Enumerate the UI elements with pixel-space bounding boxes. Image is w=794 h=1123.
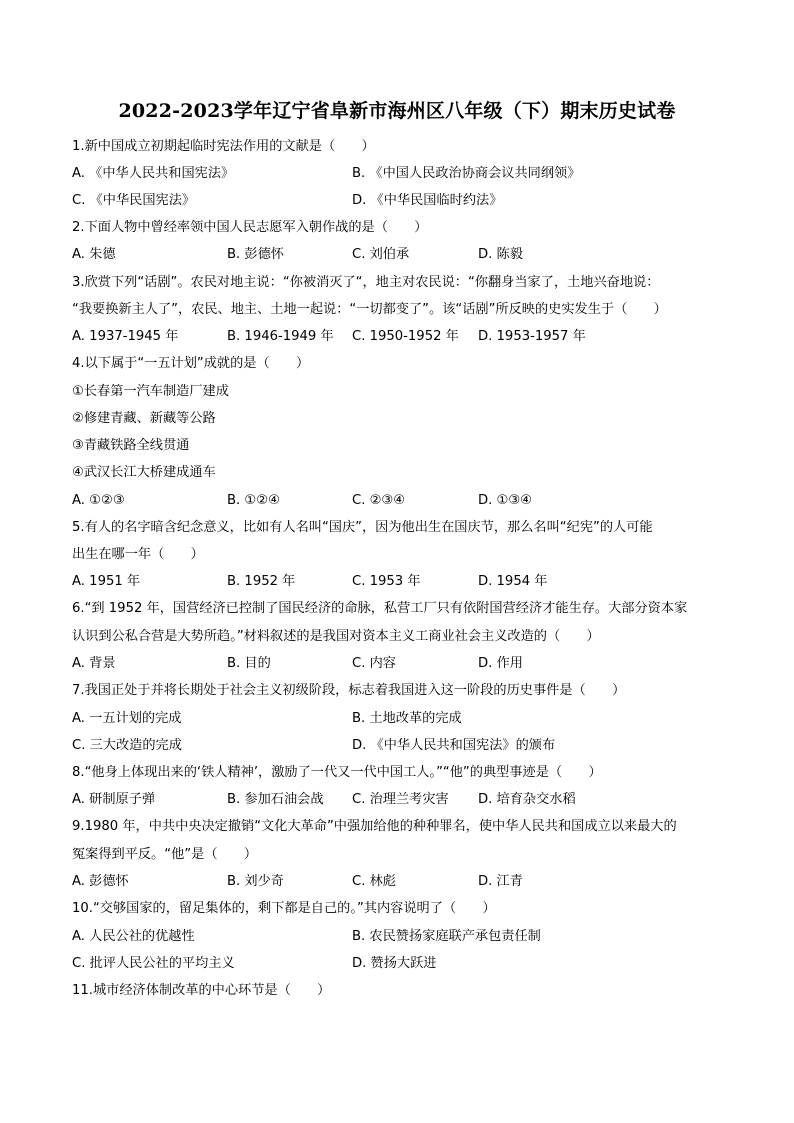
question-5-option-a: A. 1951 年 (72, 574, 141, 589)
question-1-stem: 1.新中国成立初期起临时宪法作用的文献是（ ） (72, 139, 375, 154)
question-8-option-c: C. 治理兰考灾害 (352, 792, 449, 807)
question-9-option-d: D. 江青 (478, 874, 523, 889)
question-5-option-c: C. 1953 年 (352, 574, 421, 589)
question-4-option-d: D. ①③④ (478, 493, 533, 508)
page-title: 2022-2023学年辽宁省阜新市海州区八年级（下）期末历史试卷 (118, 100, 676, 122)
question-6-stem-line-2: 认识到公私合营是大势所趋。”材料叙述的是我国对资本主义工商业社会主义改造的（ ） (72, 629, 600, 644)
question-9-option-b: B. 刘少奇 (227, 874, 284, 889)
question-9-stem-line-2: 冤案得到平反。“他”是（ ） (72, 847, 258, 862)
question-10-stem: 10.“交够国家的，留足集体的，剩下都是自己的。”其内容说明了（ ） (72, 901, 496, 916)
question-4-item-4: ④武汉长江大桥建成通车 (72, 465, 216, 480)
question-7-option-a: A. 一五计划的完成 (72, 711, 182, 726)
question-6-stem-line-1: 6.“到 1952 年，国营经济已控制了国民经济的命脉，私营工厂只有依附国营经济才能生存。大部分资本家 (72, 601, 688, 616)
question-8-option-b: B. 参加石油会战 (227, 792, 324, 807)
question-3-option-d: D. 1953-1957 年 (478, 329, 586, 344)
question-4-item-1: ①长春第一汽车制造厂建成 (72, 384, 229, 399)
question-6-option-d: D. 作用 (478, 656, 523, 671)
question-10-option-d: D. 赞扬大跃进 (352, 956, 437, 971)
question-8-option-a: A. 研制原子弹 (72, 792, 156, 807)
question-11-stem: 11.城市经济体制改革的中心环节是（ ） (72, 983, 331, 998)
question-2-option-d: D. 陈毅 (478, 247, 523, 262)
question-3-option-b: B. 1946-1949 年 (227, 329, 334, 344)
question-4-item-2: ②修建青藏、新藏等公路 (72, 411, 216, 426)
question-2-stem: 2.下面人物中曾经率领中国人民志愿军入朝作战的是（ ） (72, 220, 428, 235)
question-6-option-c: C. 内容 (352, 656, 396, 671)
question-1-option-b: B. 《中国人民政治协商会议共同纲领》 (352, 166, 581, 181)
question-7-option-d: D. 《中华人民共和国宪法》的颁布 (352, 738, 556, 753)
question-1-option-c: C. 《中华民国宪法》 (72, 193, 196, 208)
question-4-option-b: B. ①②④ (227, 493, 280, 508)
question-10-option-b: B. 农民赞扬家庭联产承包责任制 (352, 929, 541, 944)
question-10-option-c: C. 批评人民公社的平均主义 (72, 956, 235, 971)
question-2-option-a: A. 朱德 (72, 247, 116, 262)
question-3-stem-line-1: 3.欣赏下列“话剧”。农民对地主说：“你被消灭了“，地主对农民说：“你翻身当家了，土地兴奋地说： (72, 275, 660, 290)
question-3-stem-line-2: “我要换新主人了”，农民、地主、土地一起说：“一切都变了”。该“话剧”所反映的史实发生于（ ） (72, 302, 667, 317)
question-4-item-3: ③青藏铁路全线贯通 (72, 438, 190, 453)
question-6-option-a: A. 背景 (72, 656, 116, 671)
question-7-option-c: C. 三大改造的完成 (72, 738, 182, 753)
question-9-option-a: A. 彭德怀 (72, 874, 129, 889)
question-2-option-b: B. 彭德怀 (227, 247, 284, 262)
question-4-option-c: C. ②③④ (352, 493, 406, 508)
question-1-option-d: D. 《中华民国临时约法》 (352, 193, 503, 208)
question-5-stem-line-1: 5.有人的名字暗含纪念意义，比如有人名叫“国庆”，因为他出生在国庆节，那么名叫“纪宪”的人可能 (72, 520, 653, 535)
question-2-option-c: C. 刘伯承 (352, 247, 410, 262)
question-10-option-a: A. 人民公社的优越性 (72, 929, 195, 944)
question-5-stem-line-2: 出生在哪一年（ ） (72, 547, 204, 562)
question-8-option-d: D. 培育杂交水稻 (478, 792, 576, 807)
question-8-stem: 8.“他身上体现出来的‘铁人精神’，激励了一代又一代中国工人。”“他”的典型事迹是（ ） (72, 765, 602, 780)
question-5-option-d: D. 1954 年 (478, 574, 548, 589)
question-4-option-a: A. ①②③ (72, 493, 125, 508)
question-9-stem-line-1: 9.1980 年，中共中央决定撤销“文化大革命”中强加给他的种种罪名，使中华人民共和国成立以来最大的 (72, 819, 677, 834)
question-3-option-a: A. 1937-1945 年 (72, 329, 179, 344)
question-6-option-b: B. 目的 (227, 656, 271, 671)
question-3-option-c: C. 1950-1952 年 (352, 329, 459, 344)
question-1-option-a: A. 《中华人民共和国宪法》 (72, 166, 235, 181)
question-7-stem: 7.我国正处于并将长期处于社会主义初级阶段，标志着我国进入这一阶段的历史事件是（ ） (72, 683, 626, 698)
question-5-option-b: B. 1952 年 (227, 574, 296, 589)
question-9-option-c: C. 林彪 (352, 874, 396, 889)
question-7-option-b: B. 土地改革的完成 (352, 711, 462, 726)
question-4-stem: 4.以下属于“一五计划”成就的是（ ） (72, 356, 310, 371)
